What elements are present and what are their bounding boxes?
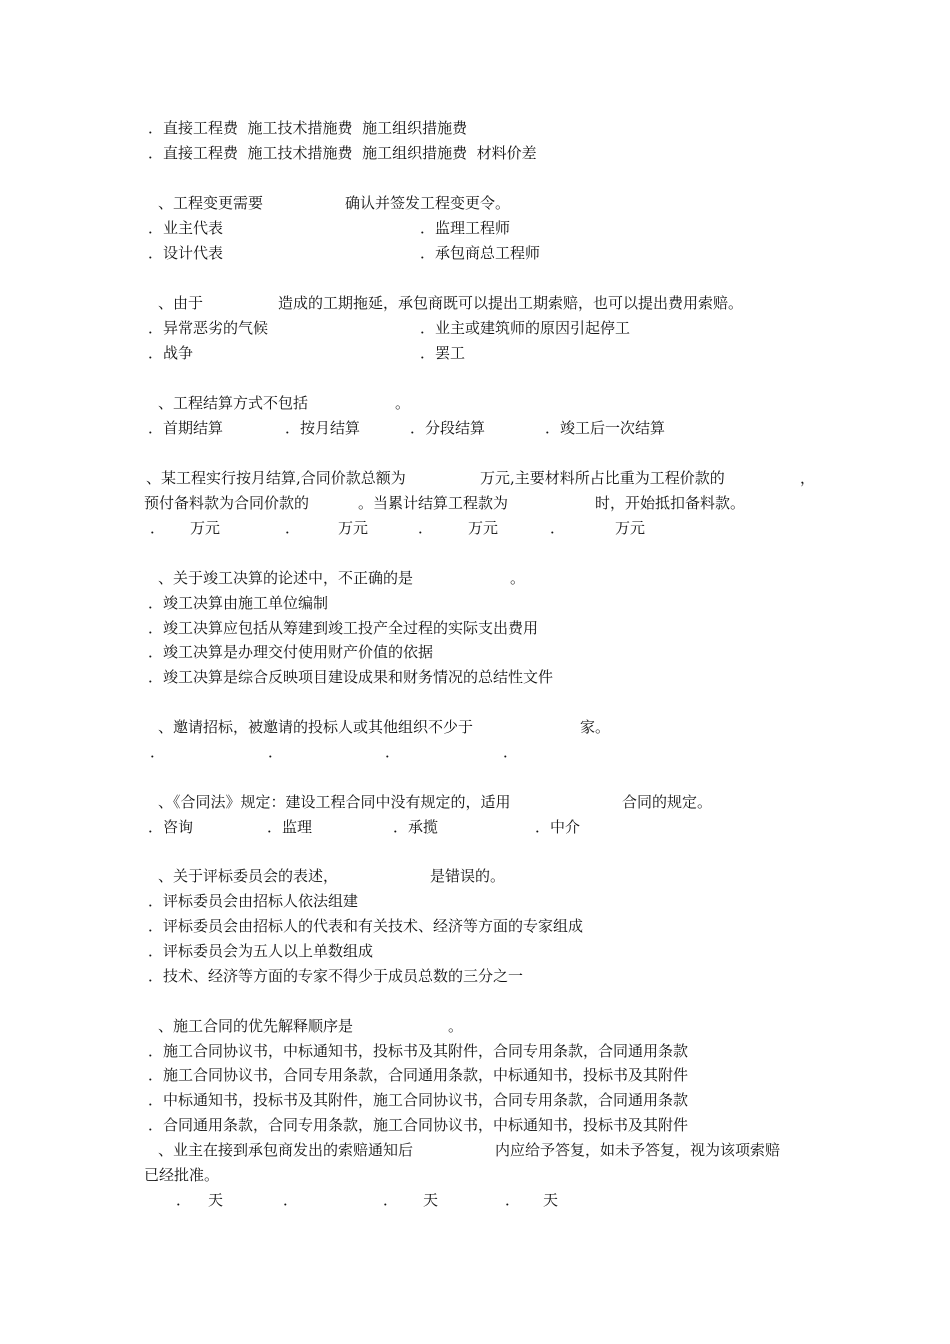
option-a bbox=[148, 218, 223, 238]
option-c bbox=[393, 817, 438, 837]
stem-text: 、业主在接到承包商发出的索赔通知后 bbox=[158, 1141, 414, 1159]
option-text: ．施工合同协议书，合同专用条款，合同通用条款，中标通知书，投标书及其附件 bbox=[148, 1066, 689, 1084]
question-stem-cont bbox=[430, 866, 505, 886]
option-text: ．中介 bbox=[535, 818, 581, 836]
question-stem bbox=[158, 1016, 353, 1036]
option-text: 万元 bbox=[468, 519, 499, 537]
option-text: ．战争 bbox=[148, 344, 194, 362]
option-text: ．业主代表 bbox=[148, 219, 224, 237]
option-marker: ． bbox=[385, 743, 401, 761]
option-a-marker bbox=[150, 742, 165, 762]
question-stem-cont bbox=[358, 493, 508, 513]
option-marker: ． bbox=[285, 519, 301, 537]
stem-text: 确认并签发工程变更令。 bbox=[345, 194, 511, 212]
option-c-marker bbox=[383, 1190, 398, 1210]
stem-text: 、关于评标委员会的表述， bbox=[158, 867, 339, 885]
option-a bbox=[148, 418, 223, 438]
option-text: ．罢工 bbox=[420, 344, 466, 362]
option-text: ．分段结算 bbox=[410, 419, 486, 437]
option-marker: ． bbox=[503, 743, 519, 761]
option-d bbox=[535, 817, 580, 837]
question-stem bbox=[158, 1140, 413, 1160]
stem-text: 。 bbox=[448, 1017, 464, 1035]
option-d bbox=[148, 667, 553, 687]
question-stem bbox=[158, 866, 338, 886]
question-stem-cont bbox=[480, 468, 725, 488]
question-stem-cont bbox=[510, 568, 525, 588]
option-marker: ． bbox=[418, 519, 434, 537]
option-a-marker bbox=[150, 518, 165, 538]
option-marker: ． bbox=[176, 1191, 192, 1209]
option-text: ．监理工程师 bbox=[420, 219, 511, 237]
option-c bbox=[148, 1090, 688, 1110]
stem-text: 已经批准。 bbox=[144, 1166, 220, 1184]
option-text: ．施工合同协议书，中标通知书，投标书及其附件，合同专用条款，合同通用条款 bbox=[148, 1042, 689, 1060]
option-a-value bbox=[208, 1190, 223, 1210]
option-b bbox=[148, 916, 583, 936]
option-d-value bbox=[615, 518, 645, 538]
option-text: ．评标委员会为五人以上单数组成 bbox=[148, 942, 374, 960]
option-b-marker bbox=[283, 1190, 298, 1210]
stem-text: 时，开始抵扣备料款。 bbox=[595, 494, 746, 512]
option-text: ．竣工后一次结算 bbox=[545, 419, 666, 437]
stem-text: 内应给予答复，如未予答复，视为该项索赔 bbox=[495, 1141, 781, 1159]
option-text: ．承包商总工程师 bbox=[420, 244, 541, 262]
option-text: 天 bbox=[423, 1191, 439, 1209]
option-b bbox=[420, 218, 510, 238]
option-marker: ． bbox=[283, 1191, 299, 1209]
option-c-value bbox=[423, 1190, 438, 1210]
option-c bbox=[148, 343, 193, 363]
option-c bbox=[148, 941, 373, 961]
option-marker: ． bbox=[505, 1191, 521, 1209]
option-a bbox=[148, 593, 328, 613]
option-text: ．直接工程费 施工技术措施费 施工组织措施费 bbox=[148, 119, 468, 137]
stem-text: 合同的规定。 bbox=[622, 793, 713, 811]
option-c bbox=[148, 243, 223, 263]
stem-text: 家。 bbox=[580, 718, 611, 736]
option-d-marker bbox=[503, 742, 518, 762]
option-marker: ． bbox=[150, 519, 166, 537]
option-marker: ． bbox=[550, 519, 566, 537]
option-b-value bbox=[338, 518, 368, 538]
option-c-value bbox=[468, 518, 498, 538]
option-c bbox=[148, 642, 433, 662]
option-d-marker bbox=[505, 1190, 520, 1210]
option-text: ．技术、经济等方面的专家不得少于成员总数的三分之一 bbox=[148, 967, 524, 985]
option-marker: ． bbox=[383, 1191, 399, 1209]
question-stem-cont bbox=[580, 717, 610, 737]
stem-text: 、某工程实行按月结算,合同价款总额为 bbox=[146, 469, 406, 487]
question-stem-cont bbox=[595, 493, 745, 513]
option-d bbox=[148, 966, 523, 986]
option-d-value bbox=[543, 1190, 558, 1210]
question-stem-cont bbox=[495, 1140, 780, 1160]
option-a-marker bbox=[176, 1190, 191, 1210]
question-stem-cont bbox=[622, 792, 712, 812]
option-text: 万元 bbox=[190, 519, 221, 537]
option-d bbox=[420, 243, 540, 263]
stem-text: 。 bbox=[510, 569, 526, 587]
option-text: ．监理 bbox=[267, 818, 313, 836]
question-stem bbox=[158, 393, 308, 413]
option-text: ．评标委员会由招标人依法组建 bbox=[148, 892, 359, 910]
question-stem-cont bbox=[278, 293, 743, 313]
option-b-marker bbox=[268, 742, 283, 762]
option-a-value bbox=[190, 518, 220, 538]
question-stem-cont bbox=[395, 393, 410, 413]
question-stem bbox=[158, 717, 473, 737]
stem-text: 造成的工期拖延，承包商既可以提出工期索赔，也可以提出费用索赔。 bbox=[278, 294, 744, 312]
option-b bbox=[148, 618, 538, 638]
option-d bbox=[148, 143, 537, 163]
option-a bbox=[148, 318, 268, 338]
option-text: ．直接工程费 施工技术措施费 施工组织措施费 材料价差 bbox=[148, 144, 537, 162]
option-d bbox=[148, 1115, 688, 1135]
option-b bbox=[285, 418, 360, 438]
stem-text: 、《合同法》规定：建设工程合同中没有规定的，适用 bbox=[158, 793, 511, 811]
option-marker: ． bbox=[268, 743, 284, 761]
option-text: ．咨询 bbox=[148, 818, 194, 836]
option-b bbox=[148, 1065, 688, 1085]
option-a bbox=[148, 1041, 688, 1061]
question-stem-cont bbox=[144, 493, 309, 513]
stem-text: 、工程结算方式不包括 bbox=[158, 394, 309, 412]
question-stem bbox=[146, 468, 406, 488]
option-text: ．承揽 bbox=[393, 818, 439, 836]
option-c-marker bbox=[418, 518, 433, 538]
stem-text: ， bbox=[800, 469, 816, 487]
question-stem-cont bbox=[448, 1016, 463, 1036]
option-text: ．设计代表 bbox=[148, 244, 224, 262]
option-b bbox=[267, 817, 312, 837]
option-text: ．业主或建筑师的原因引起停工 bbox=[420, 319, 631, 337]
stem-text: 、关于竣工决算的论述中，不正确的是 bbox=[158, 569, 414, 587]
option-d bbox=[545, 418, 665, 438]
question-stem bbox=[158, 293, 203, 313]
option-text: 万元 bbox=[615, 519, 646, 537]
option-d-marker bbox=[550, 518, 565, 538]
option-a bbox=[148, 817, 193, 837]
stem-text: 、工程变更需要 bbox=[158, 194, 264, 212]
option-text: 天 bbox=[208, 1191, 224, 1209]
option-c bbox=[410, 418, 485, 438]
option-c-marker bbox=[385, 742, 400, 762]
question-stem bbox=[158, 792, 511, 812]
option-marker: ． bbox=[150, 743, 166, 761]
option-text: ．首期结算 bbox=[148, 419, 224, 437]
stem-text: 是错误的。 bbox=[430, 867, 506, 885]
option-text: ．中标通知书，投标书及其附件，施工合同协议书，合同专用条款，合同通用条款 bbox=[148, 1091, 689, 1109]
option-b bbox=[420, 318, 630, 338]
option-text: ．合同通用条款，合同专用条款，施工合同协议书，中标通知书，投标书及其附件 bbox=[148, 1116, 689, 1134]
stem-text: 、邀请招标，被邀请的投标人或其他组织不少于 bbox=[158, 718, 474, 736]
stem-text: 预付备料款为合同价款的 bbox=[144, 494, 310, 512]
option-text: ．评标委员会由招标人的代表和有关技术、经济等方面的专家组成 bbox=[148, 917, 584, 935]
question-stem-cont bbox=[144, 1165, 219, 1185]
option-text: 天 bbox=[543, 1191, 559, 1209]
option-text: 万元 bbox=[338, 519, 369, 537]
stem-text: 、施工合同的优先解释顺序是 bbox=[158, 1017, 354, 1035]
stem-text: 万元,主要材料所占比重为工程价款的 bbox=[480, 469, 725, 487]
option-b-marker bbox=[285, 518, 300, 538]
question-stem bbox=[158, 568, 413, 588]
stem-text: 、由于 bbox=[158, 294, 204, 312]
option-text: ．竣工决算是办理交付使用财产价值的依据 bbox=[148, 643, 434, 661]
question-stem-cont bbox=[800, 468, 815, 488]
option-text: ．按月结算 bbox=[285, 419, 361, 437]
option-text: ．竣工决算是综合反映项目建设成果和财务情况的总结性文件 bbox=[148, 668, 554, 686]
option-text: ．竣工决算由施工单位编制 bbox=[148, 594, 329, 612]
option-text: ．异常恶劣的气候 bbox=[148, 319, 269, 337]
question-stem-cont bbox=[345, 193, 510, 213]
option-c bbox=[148, 118, 467, 138]
question-stem bbox=[158, 193, 263, 213]
option-a bbox=[148, 891, 358, 911]
option-text: ．竣工决算应包括从筹建到竣工投产全过程的实际支出费用 bbox=[148, 619, 539, 637]
option-d bbox=[420, 343, 465, 363]
stem-text: 。 bbox=[395, 394, 411, 412]
stem-text: 。当累计结算工程款为 bbox=[358, 494, 509, 512]
